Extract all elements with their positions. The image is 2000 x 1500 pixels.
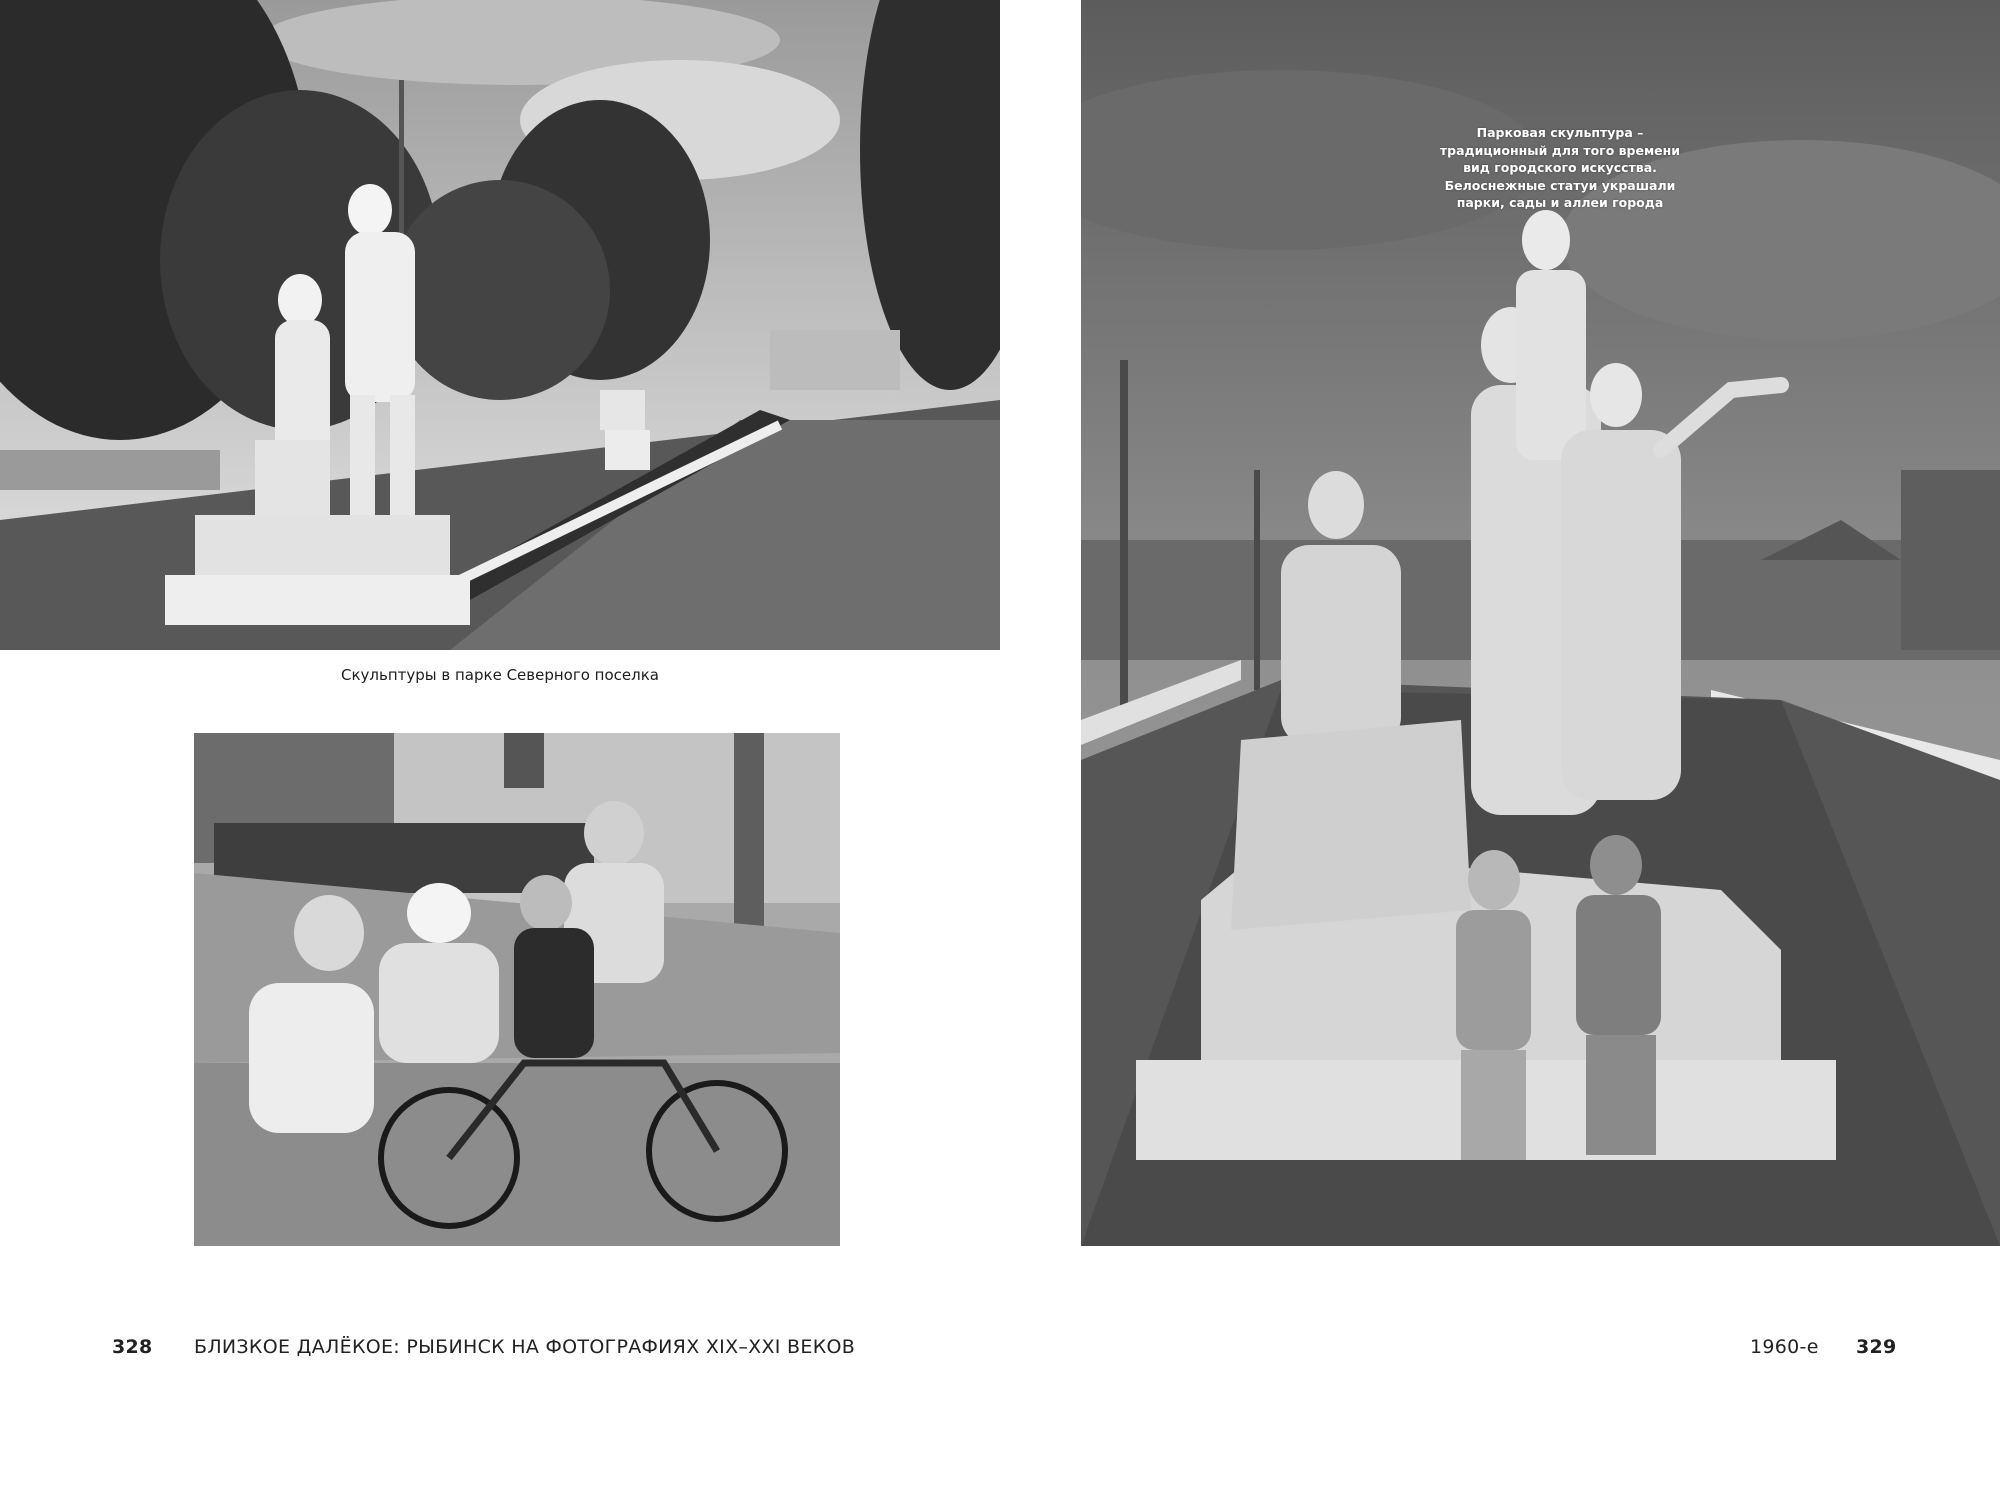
page-number-left: 328 — [112, 1336, 153, 1358]
overlay-caption-line: вид городского искусства. — [1463, 160, 1657, 175]
running-title: БЛИЗКОЕ ДАЛЁКОЕ: РЫБИНСК НА ФОТОГРАФИЯХ XIX–XXI ВЕКОВ — [194, 1336, 856, 1358]
overlay-caption-line: парки, сады и аллеи города — [1456, 195, 1664, 210]
overlay-caption-line: Парковая скульптура – — [1476, 125, 1644, 140]
photo-park-sculptures — [0, 0, 1000, 650]
overlay-caption-line: Белоснежные статуи украшали — [1444, 177, 1676, 193]
overlay-caption — [1350, 124, 1770, 212]
photo-park-sculptures-image — [0, 0, 1000, 650]
photo-children-bicycle-image — [194, 733, 840, 1246]
photo-children-bicycle — [194, 733, 840, 1246]
overlay-caption-line: традиционный для того времени — [1439, 142, 1681, 158]
page-number-right: 329 — [1856, 1336, 1897, 1358]
section-label: 1960-е — [1750, 1336, 1819, 1358]
caption-park-sculptures: Скульптуры в парке Северного поселка — [341, 666, 659, 684]
